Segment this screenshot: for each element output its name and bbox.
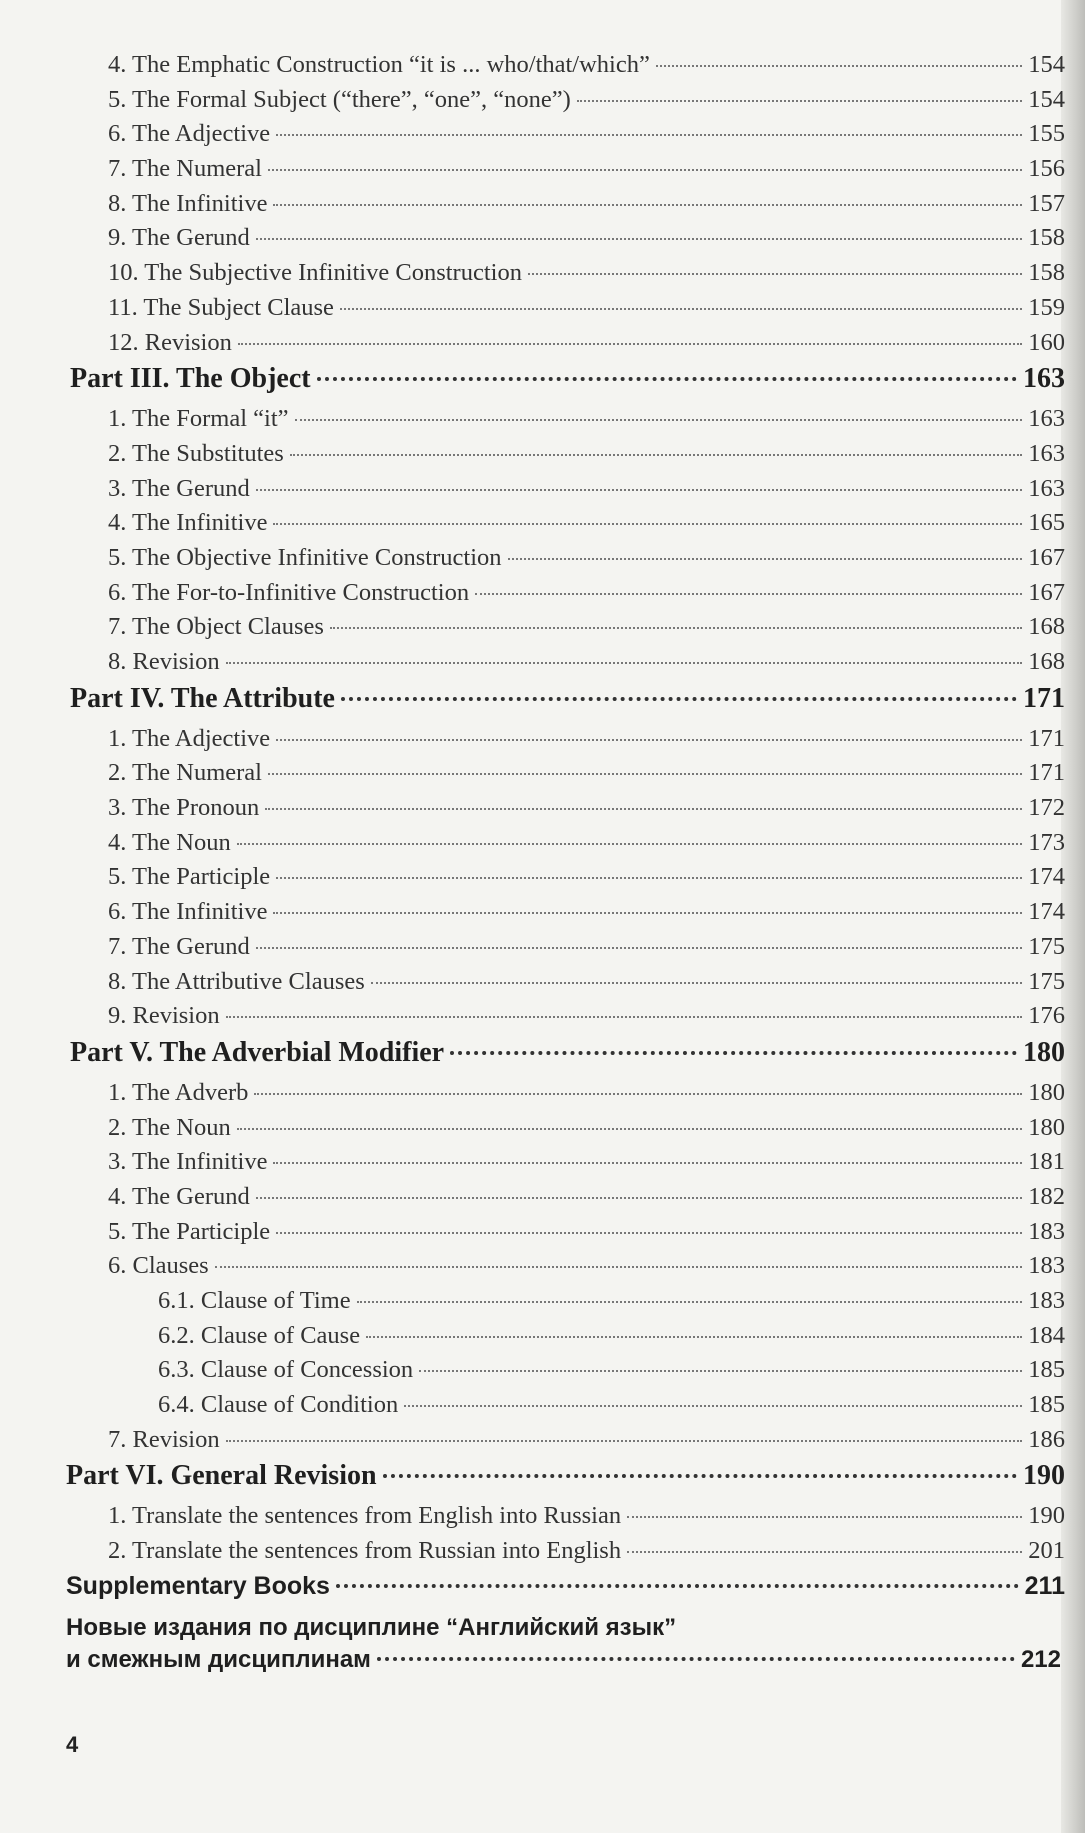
entry-page: 186 — [1028, 1425, 1065, 1453]
toc-entry — [0, 1322, 1085, 1357]
dot-leader — [404, 1405, 1022, 1407]
dot-leader — [317, 377, 1017, 381]
dot-leader — [254, 1093, 1022, 1095]
toc-entry — [0, 224, 1085, 259]
entry-title: 2. The Numeral — [108, 759, 262, 787]
dot-leader — [238, 343, 1022, 345]
dot-leader — [256, 1197, 1023, 1199]
entry-page: 163 — [1028, 405, 1065, 433]
part-page: 180 — [1023, 1036, 1065, 1068]
toc-entry — [0, 51, 1085, 86]
entry-title: 9. The Gerund — [108, 224, 250, 252]
dot-leader — [276, 134, 1022, 136]
entry-title: 6.1. Clause of Time — [158, 1287, 351, 1314]
dot-leader — [508, 558, 1023, 560]
toc-entry — [0, 898, 1085, 933]
entry-title: 5. The Formal Subject (“there”, “one”, “none”) — [108, 85, 571, 113]
dot-leader — [276, 1232, 1022, 1234]
dot-leader — [226, 1016, 1023, 1018]
part-page: 163 — [1023, 363, 1065, 395]
toc-part-iii — [0, 363, 1085, 405]
toc-entry — [0, 1114, 1085, 1149]
dot-leader — [273, 523, 1022, 525]
toc-entry — [0, 1426, 1085, 1461]
entry-page: 155 — [1028, 120, 1065, 148]
dot-leader — [226, 662, 1023, 664]
toc-entry — [0, 933, 1085, 968]
toc-entry — [0, 259, 1085, 294]
part-page: 190 — [1023, 1460, 1065, 1492]
toc-entry — [0, 1537, 1085, 1572]
dot-leader — [268, 773, 1022, 775]
entry-title: 10. The Subjective Infinitive Construction — [108, 259, 522, 287]
toc-group-adverbial-end — [0, 1426, 1085, 1461]
new-editions-page: 212 — [1020, 1646, 1061, 1673]
part-page: 171 — [1023, 682, 1065, 714]
entry-page: 154 — [1028, 51, 1065, 78]
toc-entry — [0, 1391, 1085, 1426]
part-title: Part IV. The Attribute — [70, 682, 335, 714]
part-title: Part V. The Adverbial Modifier — [70, 1036, 445, 1068]
entry-page: 185 — [1028, 1356, 1065, 1384]
toc-entry — [0, 648, 1085, 683]
dot-leader — [265, 808, 1022, 810]
entry-title: 7. The Gerund — [108, 932, 250, 960]
entry-page: 180 — [1028, 1078, 1065, 1106]
toc-entry — [0, 475, 1085, 510]
toc-entry — [0, 1252, 1085, 1287]
dot-leader — [475, 593, 1022, 595]
entry-title: 8. The Infinitive — [108, 189, 268, 217]
entry-title: 1. The Formal “it” — [108, 405, 289, 433]
entry-page: 182 — [1028, 1182, 1065, 1210]
dot-leader — [366, 1336, 1022, 1338]
dot-leader — [273, 912, 1022, 914]
entry-title: 4. The Noun — [108, 828, 231, 856]
toc-entry — [0, 190, 1085, 225]
entry-page: 185 — [1028, 1391, 1065, 1419]
entry-title: 2. The Substitutes — [108, 439, 284, 467]
toc-entry — [0, 120, 1085, 155]
entry-page: 183 — [1028, 1287, 1065, 1314]
entry-page: 157 — [1028, 189, 1065, 217]
new-editions-line1: Новые издания по дисциплине “Английский язык” — [66, 1614, 677, 1641]
toc-group-subject-end — [0, 51, 1085, 363]
entry-page: 175 — [1028, 967, 1065, 995]
entry-page: 174 — [1028, 898, 1065, 926]
toc-entry — [0, 1218, 1085, 1253]
toc-entry — [0, 544, 1085, 579]
entry-title: 3. The Gerund — [108, 474, 250, 502]
entry-page: 165 — [1028, 509, 1065, 537]
part-title: Part VI. General Revision — [66, 1460, 377, 1492]
entry-page: 156 — [1028, 155, 1065, 183]
toc-part-iv — [0, 683, 1085, 725]
entry-page: 173 — [1028, 828, 1065, 856]
entry-page: 160 — [1028, 328, 1065, 356]
toc-entry — [0, 968, 1085, 1003]
toc-entry — [0, 1356, 1085, 1391]
dot-leader — [237, 1128, 1023, 1130]
toc-entry — [0, 86, 1085, 121]
dot-leader — [295, 419, 1023, 421]
toc-group-object — [0, 405, 1085, 683]
new-editions-line2: и смежным дисциплинам — [66, 1646, 371, 1673]
entry-page: 183 — [1028, 1252, 1065, 1280]
entry-page: 174 — [1028, 863, 1065, 891]
dot-leader — [256, 947, 1023, 949]
entry-title: 7. The Numeral — [108, 155, 262, 183]
new-editions-line2-row — [66, 1646, 1061, 1682]
toc-entry — [0, 1079, 1085, 1114]
entry-title: 2. The Noun — [108, 1113, 231, 1141]
page-number: 4 — [66, 1732, 79, 1757]
dot-leader — [290, 454, 1022, 456]
entry-title: 5. The Participle — [108, 863, 271, 891]
dot-leader — [276, 877, 1022, 879]
entry-title: 1. The Adverb — [108, 1078, 249, 1106]
entry-page: 175 — [1028, 932, 1065, 960]
entry-page: 180 — [1028, 1113, 1065, 1141]
dot-leader — [226, 1440, 1023, 1442]
entry-title: 8. The Attributive Clauses — [108, 967, 365, 995]
entry-title: 9. Revision — [108, 1002, 220, 1030]
entry-page: 168 — [1028, 648, 1065, 675]
entry-title: 4. The Gerund — [108, 1182, 250, 1210]
entry-page: 167 — [1028, 543, 1065, 571]
toc-group-clauses — [0, 1287, 1085, 1426]
dot-leader — [627, 1551, 1022, 1553]
dot-leader — [330, 627, 1022, 629]
toc-entry — [0, 579, 1085, 614]
dot-leader — [357, 1301, 1023, 1303]
entry-title: 6. The Adjective — [108, 120, 271, 148]
entry-page: 201 — [1028, 1537, 1065, 1565]
toc-group-attribute — [0, 725, 1085, 1037]
toc-new-editions — [66, 1610, 1061, 1682]
part-title: Supplementary Books — [66, 1571, 330, 1600]
dot-leader — [341, 697, 1017, 701]
entry-title: 6. The Infinitive — [108, 898, 268, 926]
dot-leader — [340, 308, 1022, 310]
entry-page: 181 — [1028, 1148, 1065, 1176]
entry-page: 163 — [1028, 439, 1065, 467]
entry-title: 12. Revision — [108, 328, 232, 356]
entry-page: 190 — [1028, 1502, 1065, 1530]
entry-title: 1. The Adjective — [108, 724, 271, 752]
dot-leader — [383, 1474, 1017, 1478]
toc-entry — [0, 294, 1085, 329]
entry-title: 3. The Pronoun — [108, 794, 260, 822]
dot-leader — [256, 489, 1023, 491]
part-page: 211 — [1024, 1571, 1065, 1600]
toc-entry — [0, 1502, 1085, 1537]
entry-title: 11. The Subject Clause — [108, 293, 334, 321]
toc-group-general-revision — [0, 1502, 1085, 1571]
entry-page: 154 — [1028, 85, 1065, 113]
toc-entry — [0, 440, 1085, 475]
dot-leader — [450, 1051, 1017, 1055]
entry-title: 6. Clauses — [108, 1252, 209, 1280]
toc-entry — [0, 829, 1085, 864]
toc-entry — [0, 1183, 1085, 1218]
toc-entry — [0, 1002, 1085, 1037]
entry-title: 7. The Object Clauses — [108, 613, 324, 641]
toc-entry — [0, 863, 1085, 898]
dot-leader — [268, 169, 1022, 171]
toc-part-vi — [0, 1460, 1085, 1502]
entry-page: 163 — [1028, 474, 1065, 502]
dot-leader — [627, 1516, 1022, 1518]
entry-title: 1. Translate the sentences from English into Russian — [108, 1502, 622, 1530]
part-title: Part III. The Object — [70, 363, 311, 395]
entry-title: 6.2. Clause of Cause — [158, 1321, 361, 1349]
toc-entry — [0, 759, 1085, 794]
entry-page: 171 — [1028, 724, 1065, 752]
dot-leader — [237, 843, 1023, 845]
toc-entry — [0, 405, 1085, 440]
table-of-contents — [0, 51, 1085, 1608]
entry-page: 167 — [1028, 578, 1065, 606]
toc-entry — [0, 1287, 1085, 1322]
toc-entry — [0, 725, 1085, 760]
entry-title: 6. The For-to-Infinitive Construction — [108, 578, 470, 606]
toc-entry — [0, 613, 1085, 648]
dot-leader — [215, 1266, 1023, 1268]
toc-entry — [0, 794, 1085, 829]
toc-supplementary-books — [0, 1572, 1085, 1608]
dot-leader — [273, 1162, 1022, 1164]
toc-entry — [0, 509, 1085, 544]
dot-leader — [276, 739, 1022, 741]
dot-leader — [577, 100, 1022, 102]
dot-leader — [336, 1584, 1019, 1588]
entry-title: 8. Revision — [108, 648, 220, 675]
entry-page: 158 — [1028, 224, 1065, 252]
dot-leader — [273, 204, 1022, 206]
entry-title: 7. Revision — [108, 1425, 220, 1453]
entry-page: 158 — [1028, 259, 1065, 287]
entry-page: 159 — [1028, 293, 1065, 321]
dot-leader — [419, 1370, 1022, 1372]
entry-title: 5. The Participle — [108, 1217, 271, 1245]
entry-page: 176 — [1028, 1002, 1065, 1030]
toc-part-v — [0, 1037, 1085, 1079]
entry-title: 6.4. Clause of Condition — [158, 1391, 399, 1419]
entry-title: 6.3. Clause of Concession — [158, 1356, 414, 1384]
dot-leader — [377, 1657, 1015, 1661]
toc-entry — [0, 1148, 1085, 1183]
entry-page: 168 — [1028, 613, 1065, 641]
toc-group-adverbial — [0, 1079, 1085, 1287]
entry-title: 3. The Infinitive — [108, 1148, 268, 1176]
entry-page: 171 — [1028, 759, 1065, 787]
dot-leader — [256, 238, 1023, 240]
entry-title: 4. The Infinitive — [108, 509, 268, 537]
entry-page: 172 — [1028, 794, 1065, 822]
toc-entry — [0, 329, 1085, 364]
toc-entry — [0, 155, 1085, 190]
entry-page: 184 — [1028, 1321, 1065, 1349]
dot-leader — [656, 65, 1022, 67]
entry-title: 5. The Objective Infinitive Construction — [108, 543, 502, 571]
entry-title: 4. The Emphatic Construction “it is ... who/that/which” — [108, 51, 650, 78]
dot-leader — [371, 982, 1022, 984]
entry-page: 183 — [1028, 1217, 1065, 1245]
dot-leader — [528, 273, 1022, 275]
entry-title: 2. Translate the sentences from Russian into English — [108, 1537, 622, 1565]
